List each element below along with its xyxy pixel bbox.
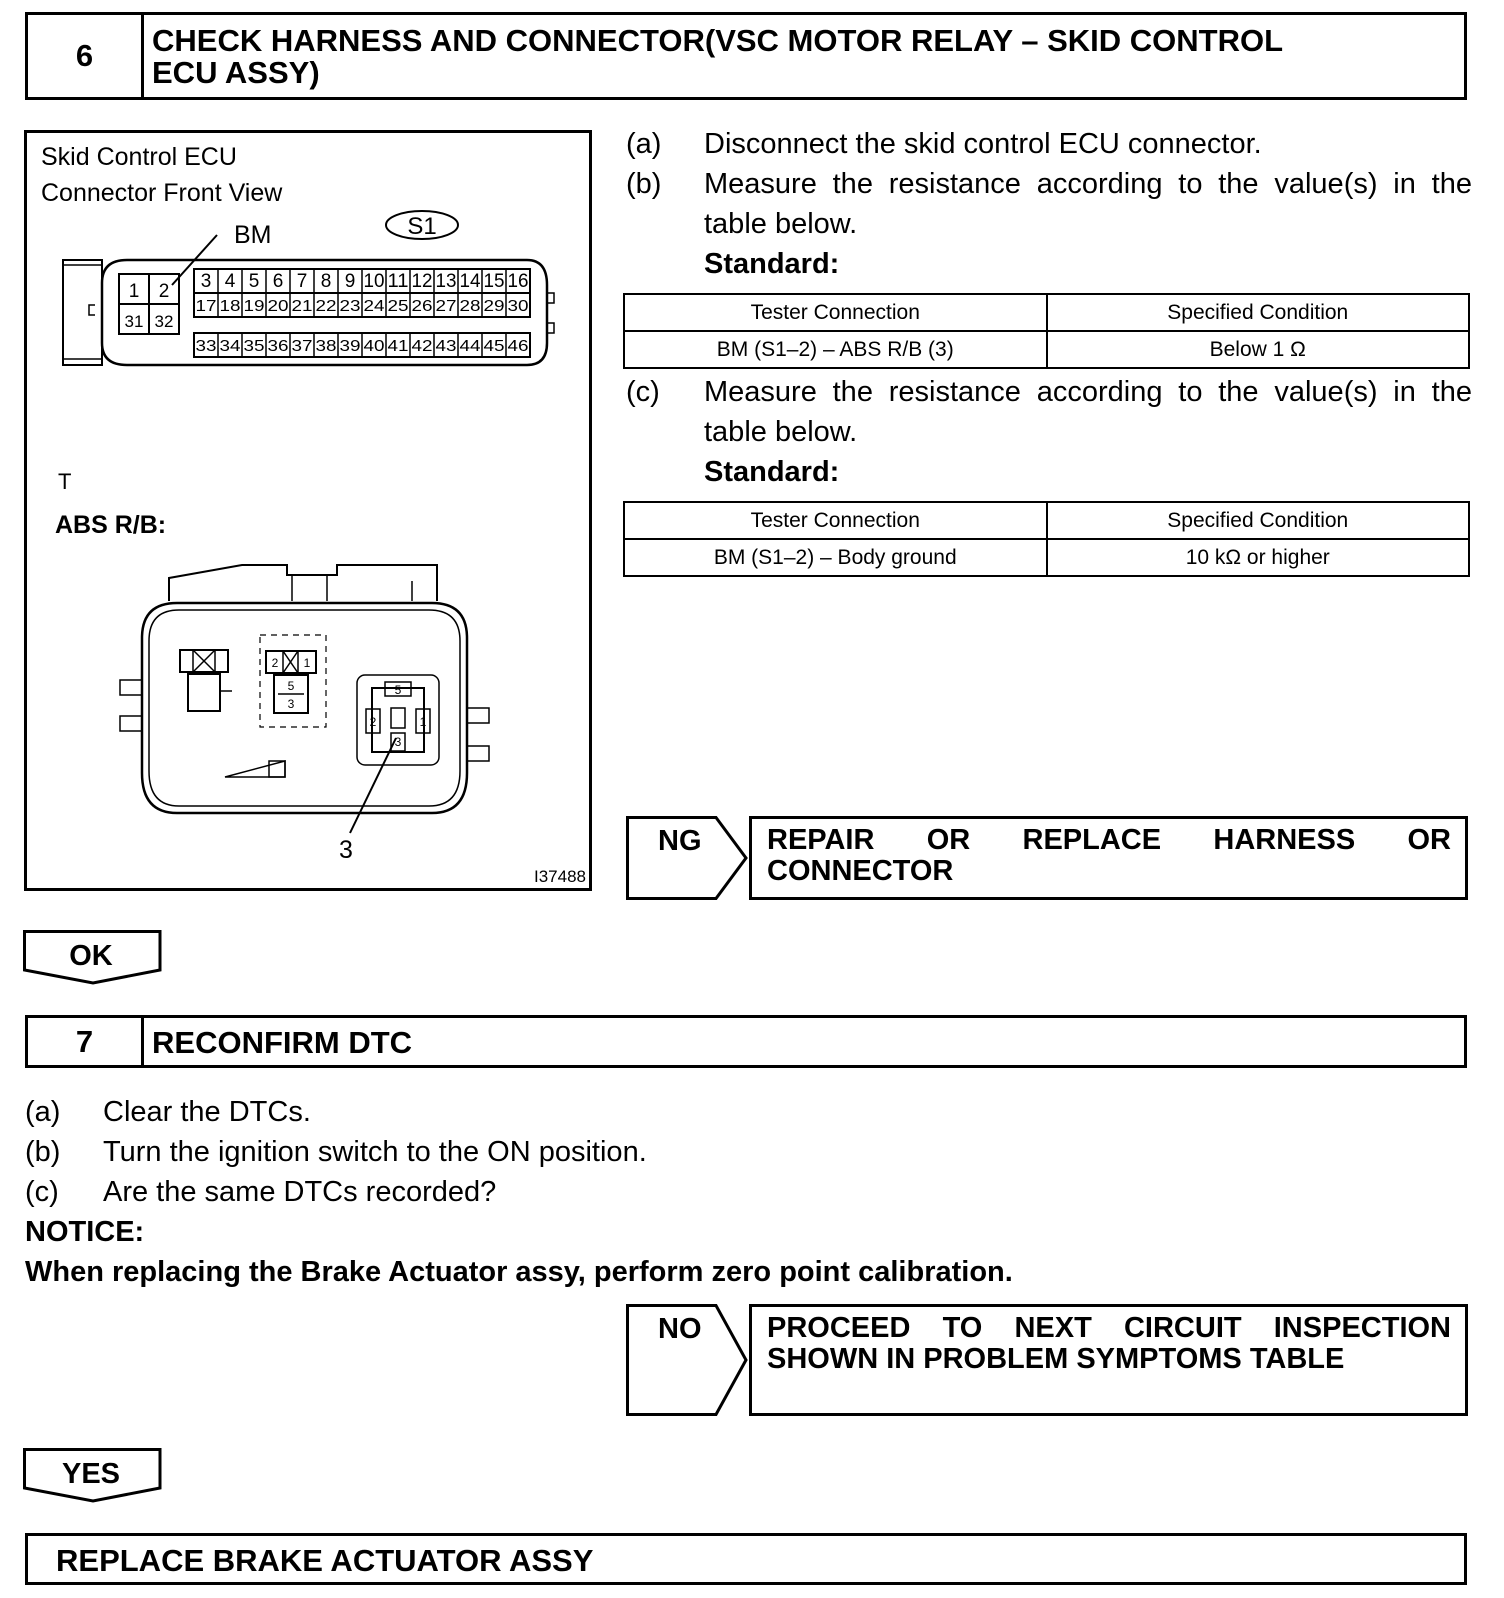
connector-pin-number: 7 [296,271,308,292]
connector-pin-number: 12 [411,271,433,292]
step-title [152,25,1283,89]
connector-pin-number: 13 [435,271,457,292]
connector-pin-number: 19 [243,298,265,315]
step-number: 7 [28,1018,144,1065]
connector-pin-number: 15 [483,271,505,292]
standard-c-label: Standard: [704,456,840,488]
t-label: T [58,469,72,494]
ng-arrow [626,816,750,900]
ecu-connector [63,260,554,365]
figure-id: I37488 [534,867,586,886]
connector-pin-number: 9 [344,271,356,292]
connector-pin-number: 6 [272,271,284,292]
connector-pin-number: 35 [243,338,265,355]
connector-pin-number: 46 [507,338,529,355]
step7-a-label: (a) [25,1096,61,1128]
connector-pin-number: 39 [339,338,361,355]
step7-c-label: (c) [25,1176,59,1208]
instruction-a-label: (a) [626,128,662,160]
table-row [624,331,1469,368]
connector-pin-number: 29 [483,298,505,315]
yes-label: YES [61,1458,121,1490]
connector-pin-number: 5 [248,271,260,292]
step7-b-label: (b) [25,1136,61,1168]
connector-pin-number: 16 [507,271,529,292]
connector-pin-number: 11 [387,271,409,292]
step-number: 6 [28,15,144,97]
figure-label-ecu: Skid Control ECU [41,143,237,171]
notice-label: NOTICE: [25,1216,145,1248]
pin-1: 1 [128,281,140,302]
relay-pin-1: 1 [419,715,427,729]
pointer-label: 3 [339,836,353,864]
connector-pin-number: 27 [435,298,457,315]
table-cell: BM (S1–2) – Body ground [624,539,1047,576]
connector-id-badge [386,211,458,240]
table-header: Specified Condition [1047,294,1470,331]
connector-pin-number: 30 [507,298,529,315]
figure-label-view: Connector Front View [41,179,283,207]
connector-pin-number: 44 [459,338,481,355]
instruction-a-text: Disconnect the skid control ECU connector. [704,128,1262,160]
abs-relay-block [120,565,489,833]
final-step-box [25,1533,1467,1585]
connector-figure [24,130,592,891]
relay-pin-2: 2 [369,715,377,729]
relay-pin-5: 5 [394,683,402,697]
terminal-small-3: 3 [287,697,295,711]
step-title-line2: ECU ASSY) [152,55,320,90]
table-header: Specified Condition [1047,502,1470,539]
connector-pin-number: 43 [435,338,457,355]
step7-a-text: Clear the DTCs. [103,1096,311,1128]
terminal-small-2: 2 [271,656,279,670]
connector-pin-number: 28 [459,298,481,315]
table-cell: 10 kΩ or higher [1047,539,1470,576]
pin-31: 31 [124,312,144,331]
bm-label: BM [234,221,272,249]
table-header: Tester Connection [624,502,1047,539]
connector-pin-number: 18 [219,298,241,315]
step7-b-text: Turn the ignition switch to the ON position. [103,1136,647,1168]
connector-pin-number: 17 [195,298,217,315]
connector-pin-number: 14 [459,271,481,292]
instruction-c-text: Measure the resistance according to the value(s) in the table below. [704,376,1472,448]
connector-pin-number: 45 [483,338,505,355]
connector-id-text: S1 [407,213,437,240]
connector-pin-number: 20 [267,298,289,315]
spec-table-b [623,293,1470,369]
connector-pin-number: 33 [195,338,217,355]
connector-pin-number: 38 [315,338,337,355]
terminal-small-1: 1 [303,656,311,670]
step-title: RECONFIRM DTC [152,1025,413,1060]
yes-label-tab [23,1448,163,1504]
step7-c-text: Are the same DTCs recorded? [103,1176,497,1208]
notice-text: When replacing the Brake Actuator assy, perform zero point calibration. [25,1256,1013,1288]
step6-header [25,12,1467,100]
table-cell: Below 1 Ω [1047,331,1470,368]
relay-pin-3: 3 [394,735,402,749]
connector-pin-number: 41 [387,338,409,355]
final-step-title: REPLACE BRAKE ACTUATOR ASSY [56,1543,594,1578]
ng-label: NG [658,825,702,857]
connector-pin-number: 26 [411,298,433,315]
spec-table-c [623,501,1470,577]
pin-32: 32 [154,312,174,331]
instruction-c-label: (c) [626,376,660,408]
no-arrow [626,1304,750,1416]
connector-pin-number: 37 [291,338,313,355]
connector-pin-number: 23 [339,298,361,315]
connector-pin-number: 21 [291,298,313,315]
ng-result-box: REPAIR OR REPLACE HARNESS OR CONNECTOR [749,816,1468,900]
no-result-box: PROCEED TO NEXT CIRCUIT INSPECTION SHOWN IN PROBLEM SYMPTOMS TABLE [749,1304,1468,1416]
connector-pin-number: 36 [267,338,289,355]
no-label: NO [658,1313,702,1345]
diagram-svg [27,133,589,888]
table-cell: BM (S1–2) – ABS R/B (3) [624,331,1047,368]
connector-pin-number: 22 [315,298,337,315]
standard-b-label: Standard: [704,248,840,280]
ok-label-tab [23,930,163,986]
instruction-b-label: (b) [626,168,662,200]
ok-label: OK [69,940,113,972]
connector-pin-number: 4 [224,271,236,292]
instruction-b [626,164,1472,244]
instruction-c [626,372,1472,452]
connector-pin-number: 34 [219,338,241,355]
connector-pin-number: 42 [411,338,433,355]
abs-rb-label: ABS R/B: [55,511,167,539]
pin-2: 2 [158,281,170,302]
table-header: Tester Connection [624,294,1047,331]
connector-pin-number: 8 [320,271,332,292]
table-header-row [624,502,1469,539]
step7-header [25,1015,1467,1068]
table-row [624,539,1469,576]
terminal-small-5: 5 [287,679,295,693]
connector-pin-number: 3 [200,271,212,292]
instruction-b-text: Measure the resistance according to the value(s) in the table below. [704,168,1472,240]
connector-pin-number: 10 [363,271,385,292]
connector-pin-number: 25 [387,298,409,315]
table-header-row [624,294,1469,331]
step-title-line1: CHECK HARNESS AND CONNECTOR(VSC MOTOR RELAY – SKID CONTROL [152,23,1284,58]
connector-pin-number: 24 [363,298,385,315]
connector-pin-number: 40 [363,338,385,355]
